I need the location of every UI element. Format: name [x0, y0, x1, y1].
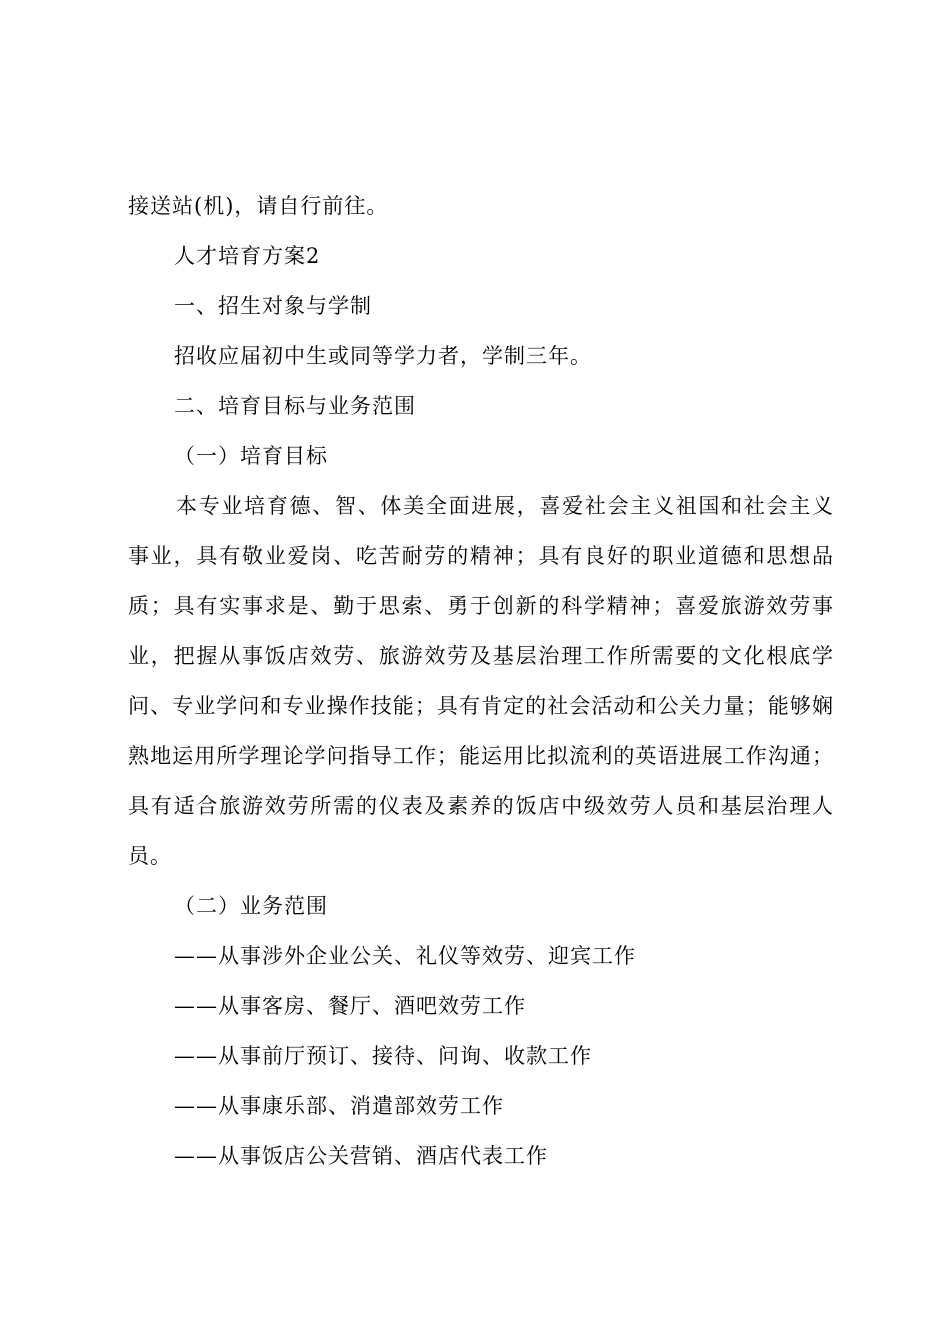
- text-line: 招收应届初中生或同等学力者，学制三年。: [174, 344, 592, 368]
- subheading-goals: （一）培育目标: [174, 444, 328, 468]
- list-item: ——从事前厅预订、接待、问询、收款工作: [174, 1044, 592, 1068]
- heading-enrollment: 一、招生对象与学制: [174, 294, 372, 318]
- list-item: ——从事涉外企业公关、礼仪等效劳、迎宾工作: [174, 944, 636, 968]
- text-line: 接送站(机)，请自行前往。: [128, 194, 389, 218]
- list-item: ——从事客房、餐厅、酒吧效劳工作: [174, 994, 526, 1018]
- list-item: ——从事康乐部、消遣部效劳工作: [174, 1094, 504, 1118]
- goals-paragraph: 本专业培育德、智、体美全面进展，喜爱社会主义祖国和社会主义事业，具有敬业爱岗、吃苦耐劳的精神；具有良好的职业道德和思想品质；具有实事求是、勤于思索、勇于创新的科学精神；喜爱旅游效劳事业，把握从事饭店效劳、旅游效劳及基层治理工作所需要的文化根底学问、专业学问和专业操作技能；具有肯定的社会活动和公关力量；能够娴熟地运用所学理论学问指导工作；能运用比拟流利的英语进展工作沟通；具有适合旅游效劳所需的仪表及素养的饭店中级效劳人员和基层治理人员。: [128, 494, 834, 868]
- section-title: 人才培育方案2: [174, 244, 321, 268]
- list-item: ——从事饭店公关营销、酒店代表工作: [174, 1144, 548, 1168]
- heading-goals-scope: 二、培育目标与业务范围: [174, 394, 416, 418]
- subheading-scope: （二）业务范围: [174, 894, 328, 918]
